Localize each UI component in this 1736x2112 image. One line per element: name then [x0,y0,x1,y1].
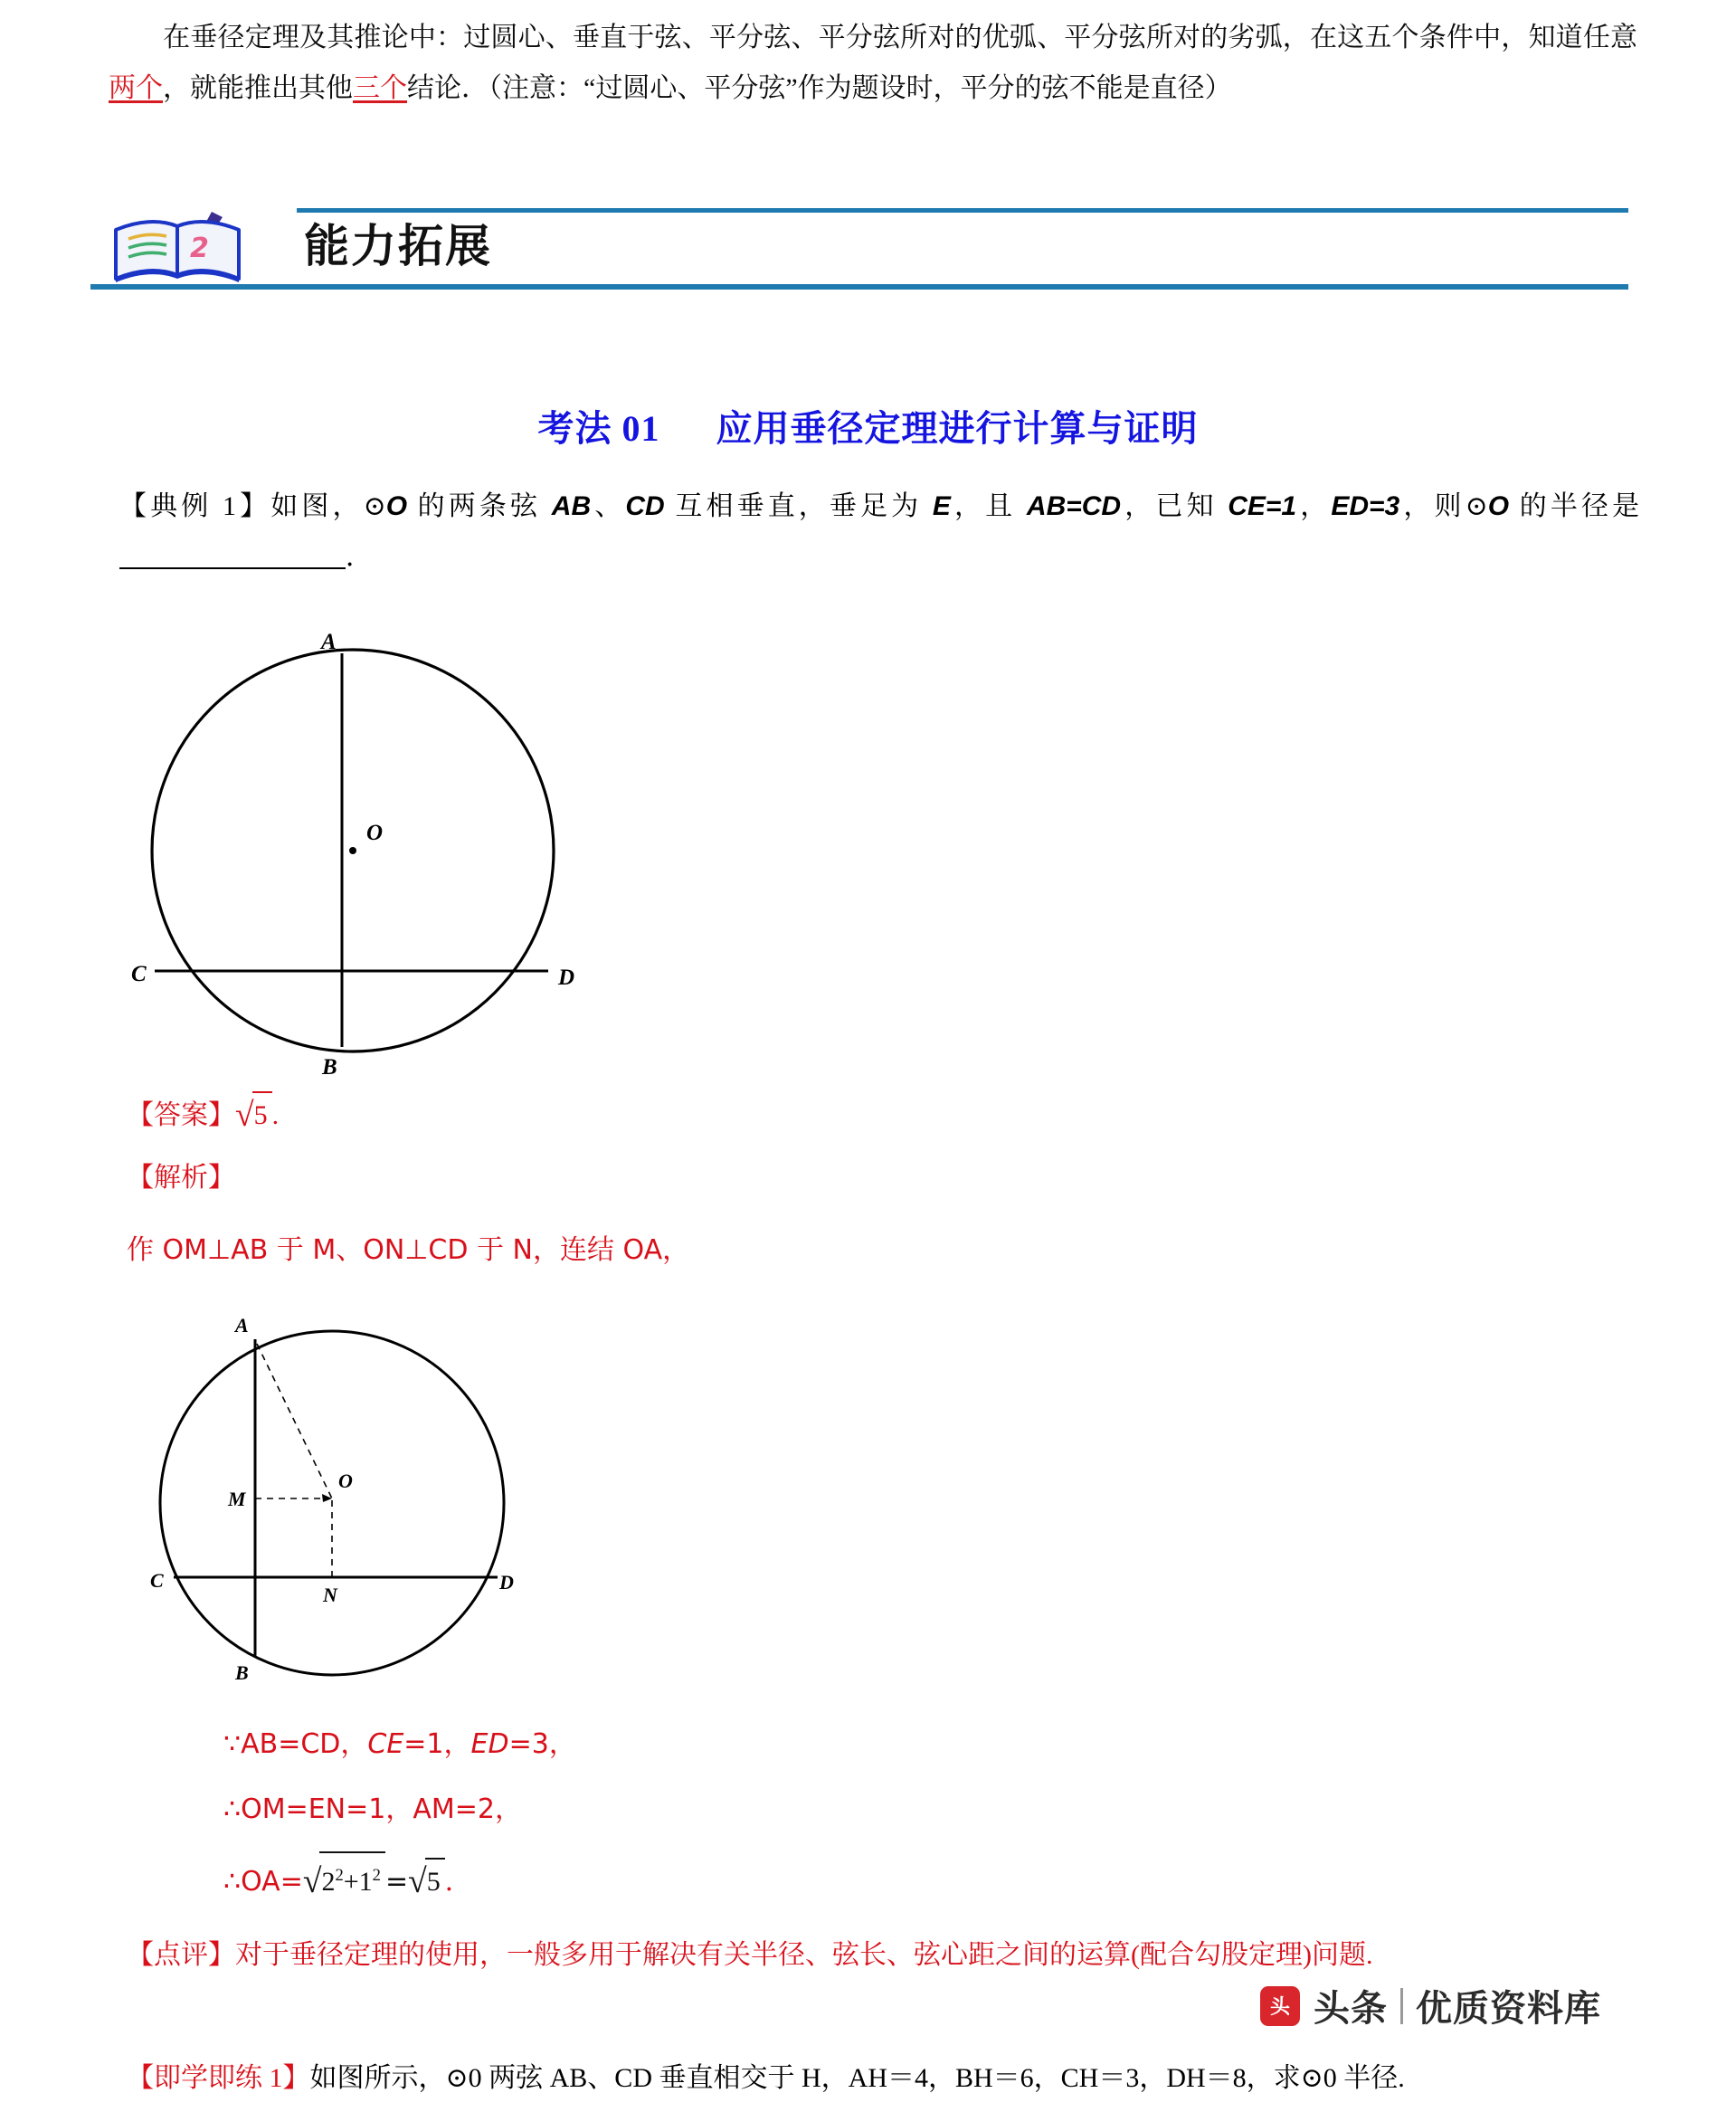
watermark-name: 优质资料库 [1416,1988,1601,2030]
figure2-label-d: D [499,1571,514,1594]
figure2-label-a: A [235,1314,249,1337]
figure1-label-b: B [322,1055,337,1080]
watermark-brand: 头条 [1314,1988,1388,2030]
kaofa-label: 考法 01 [537,408,660,449]
because-symbol: ∵ [223,1728,242,1760]
step1-text-a: AB=CD， [241,1728,368,1760]
therefore-symbol-1: ∴ [223,1793,242,1825]
intro-text-part1: 在垂径定理及其推论中：过圆心、垂直于弦、平分弦、平分弦所对的优弧、平分弦所对的劣弧，在这五个条件中，知道任意 [163,23,1637,52]
intro-highlight-three: 三个 [353,73,407,103]
answer-tag: 【答案】 [127,1100,235,1130]
problem-text-j: ． [346,542,373,572]
problem-ed-value: =3 [1369,491,1400,521]
banner-title: 能力拓展 [304,220,492,272]
figure1-label-o: O [366,821,384,845]
svg-text:头: 头 [1269,1995,1291,2019]
answer-radicand: 5 [252,1091,272,1137]
banner-bottom-rule [90,284,1628,290]
figure1-label-a: A [321,630,337,654]
figure2-label-b: B [235,1661,249,1684]
intro-paragraph [109,13,1637,114]
step3-plus-term: +1 [343,1867,373,1897]
problem-symbol-o1: O [385,491,408,521]
step2-text: OM=EN=1，AM=2， [241,1793,522,1825]
problem-segment-ce: CE [1228,491,1266,521]
comment-text: 对于垂径定理的使用，一般多用于解决有关半径、弦长、弦心距之间的运算(配合勾股定理)问题. [235,1940,1373,1970]
answer-sqrt [235,1091,272,1137]
step3-sqrt-expression [303,1851,385,1904]
practice-tag: 【即学即练 1】 [127,2063,310,2093]
figure1-label-d: D [558,966,575,990]
intro-text-part3: 结论．（注意：“过圆心、平分弦”作为题设时，平分的弦不能是直径） [407,73,1232,103]
toutiao-logo-icon [1259,1985,1301,2027]
example-problem [119,481,1639,583]
problem-equation-abcd: AB=CD [1026,491,1122,521]
svg-text:2: 2 [190,233,209,264]
kaofa-heading [0,400,1736,452]
figure2-label-m: M [228,1488,246,1510]
analysis-tag: 【解析】 [127,1163,235,1193]
problem-text-e: ，且 [950,491,1027,521]
watermark [1259,1980,1601,2031]
solution-step-1 [223,1723,576,1766]
practice-block [127,2056,1655,2101]
answer-line [127,1091,279,1137]
section-banner [90,206,1628,301]
problem-text-g: ， [1296,491,1332,521]
answer-period: . [271,1100,280,1130]
problem-text-f: ，已知 [1121,491,1228,521]
comment-block [127,1933,1646,1978]
radical-symbol-2: √ [302,1863,322,1900]
step1-ce-value: =1， [403,1728,471,1760]
figure1-label-c: C [131,962,147,986]
problem-text-d: 互相垂直，垂足为 [664,491,933,521]
problem-text-h: ，则⊙ [1399,491,1488,521]
problem-text-b: 的两条弦 [407,491,552,521]
analysis-tag-line [127,1156,235,1200]
intro-highlight-two: 两个 [109,73,163,103]
problem-chord-cd: CD [625,491,665,521]
therefore-symbol-2: ∴ [223,1866,242,1898]
problem-ce-value: =1 [1265,491,1297,521]
step3-exponent-a: 2 [335,1866,344,1885]
solution-step-3 [223,1851,472,1904]
step1-ed-value: =3， [508,1728,576,1760]
step3-radicand [319,1851,385,1904]
step3-exponent-b: 2 [372,1866,381,1885]
problem-text-a: 如图，⊙ [270,491,386,521]
step3-base-a: 2 [321,1867,336,1897]
radical-symbol: √ [235,1097,254,1134]
figure-1-circle-diagram [116,624,586,1086]
figure2-label-n: N [323,1584,337,1606]
radical-symbol-3: √ [408,1863,427,1900]
figure2-label-o: O [338,1470,353,1492]
open-book-icon [107,210,288,288]
figure-2-construction-diagram [138,1310,517,1695]
problem-chord-ab: AB [551,491,592,521]
solution-step-2 [223,1788,522,1831]
problem-symbol-o2: O [1487,491,1510,521]
answer-blank[interactable] [119,540,346,569]
construction-line [127,1229,689,1272]
figure2-label-c: C [150,1569,164,1592]
watermark-separator [1400,1988,1403,2024]
intro-text-part2: ，就能推出其他 [163,73,353,103]
problem-text-c: 、 [591,491,626,521]
step3-equals: = [384,1866,409,1898]
step3-result-radicand: 5 [425,1858,445,1904]
step3-lhs: OA= [241,1866,303,1898]
step3-result-sqrt [408,1858,445,1904]
problem-point-e: E [932,491,951,521]
segment-oa-dashed [257,1344,332,1498]
problem-segment-ed: ED [1331,491,1370,521]
example-tag: 【典例 1】 [119,491,271,521]
step1-ed: ED [470,1728,509,1760]
practice-text: 如图所示，⊙0 两弦 AB、CD 垂直相交于 H，AH＝4，BH＝6，CH＝3，DH＝8，求⊙0 半径. [309,2063,1405,2093]
kaofa-title: 应用垂径定理进行计算与证明 [716,408,1199,449]
problem-text-i: 的半径是 [1509,491,1640,521]
banner-top-rule [297,208,1628,213]
construction-text: 作 OM⊥AB 于 M、ON⊥CD 于 N，连结 OA， [127,1234,690,1266]
center-point-o [349,847,356,854]
comment-tag: 【点评】 [127,1940,235,1970]
step1-ce: CE [367,1728,404,1760]
step3-period: ． [444,1866,472,1898]
